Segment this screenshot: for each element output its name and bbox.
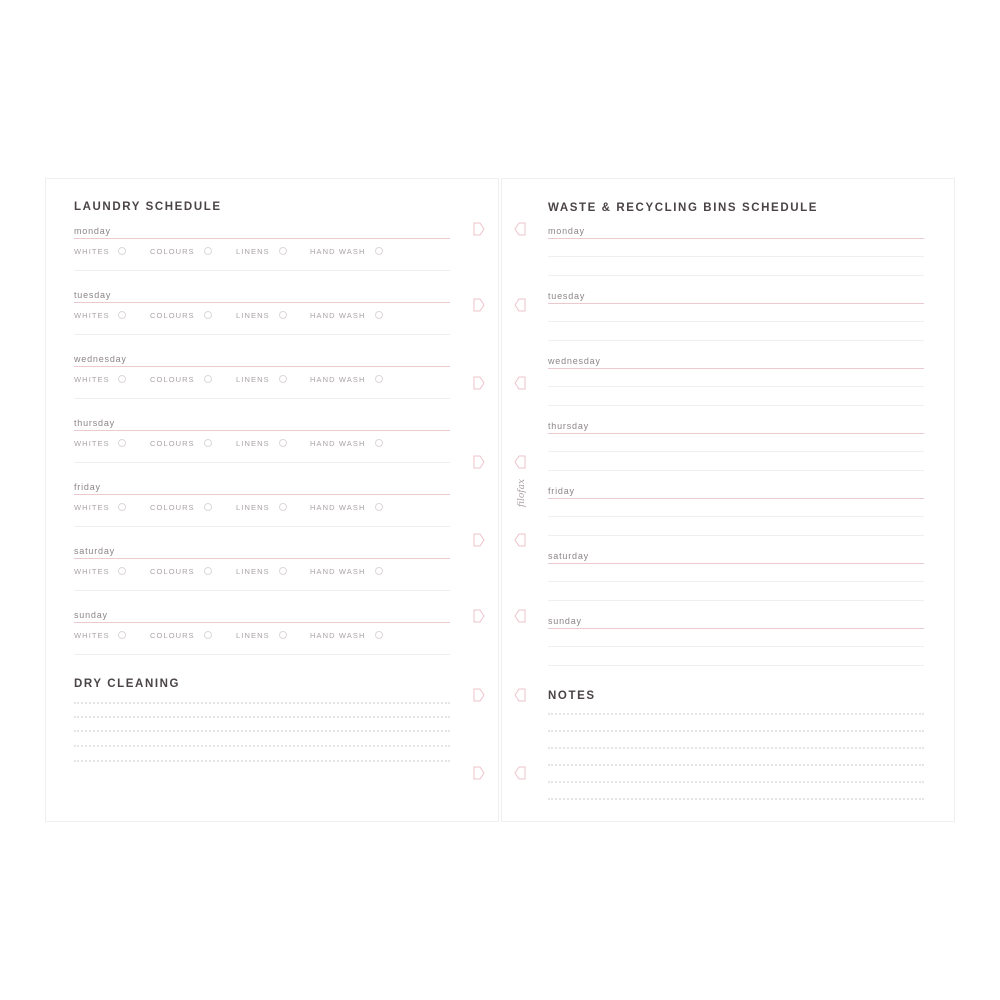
day-rule — [548, 238, 924, 239]
laundry-option-label: WHITES — [74, 631, 110, 640]
left-page — [45, 178, 499, 822]
dry-cleaning-dotted-line[interactable] — [74, 760, 450, 762]
laundry-option-checkbox[interactable] — [375, 503, 383, 511]
laundry-option-label: HAND WASH — [310, 375, 366, 384]
day-rule — [74, 622, 450, 623]
laundry-option-checkbox[interactable] — [279, 503, 287, 511]
bins-day-label: tuesday — [548, 291, 586, 301]
binder-ring-tab-icon — [514, 533, 526, 547]
day-rule — [74, 558, 450, 559]
laundry-day-label: saturday — [74, 546, 115, 556]
bins-day-label: thursday — [548, 421, 589, 431]
laundry-option-label: WHITES — [74, 439, 110, 448]
laundry-option-checkbox[interactable] — [375, 439, 383, 447]
laundry-option-checkbox[interactable] — [204, 631, 212, 639]
bins-day-label: saturday — [548, 551, 589, 561]
day-rule — [548, 498, 924, 499]
bins-schedule-title: WASTE & RECYCLING BINS SCHEDULE — [548, 202, 819, 214]
dry-cleaning-dotted-line[interactable] — [74, 745, 450, 747]
laundry-option-checkbox[interactable] — [375, 311, 383, 319]
day-rule — [74, 302, 450, 303]
notes-dotted-line[interactable] — [548, 730, 924, 732]
laundry-option-checkbox[interactable] — [118, 439, 126, 447]
bins-writing-line — [548, 646, 924, 647]
laundry-option-checkbox[interactable] — [118, 247, 126, 255]
bins-writing-line — [548, 321, 924, 322]
notes-dotted-line[interactable] — [548, 747, 924, 749]
notes-dotted-line[interactable] — [548, 713, 924, 715]
laundry-option-label: WHITES — [74, 247, 110, 256]
laundry-writing-line — [74, 526, 450, 527]
laundry-writing-line — [74, 398, 450, 399]
binder-ring-tab-icon — [514, 298, 526, 312]
laundry-writing-line — [74, 590, 450, 591]
bins-writing-line — [548, 470, 924, 471]
laundry-option-label: LINENS — [236, 311, 270, 320]
binder-ring-tab-icon — [514, 688, 526, 702]
laundry-option-label: LINENS — [236, 247, 270, 256]
binder-ring-tab-icon — [473, 376, 485, 390]
laundry-option-checkbox[interactable] — [204, 503, 212, 511]
bins-writing-line — [548, 665, 924, 666]
binder-ring-tab-icon — [473, 533, 485, 547]
laundry-option-label: LINENS — [236, 631, 270, 640]
bins-day-label: sunday — [548, 616, 582, 626]
laundry-option-checkbox[interactable] — [204, 311, 212, 319]
laundry-option-label: WHITES — [74, 503, 110, 512]
bins-writing-line — [548, 256, 924, 257]
laundry-option-checkbox[interactable] — [118, 503, 126, 511]
dry-cleaning-dotted-line[interactable] — [74, 702, 450, 704]
day-rule — [548, 368, 924, 369]
laundry-option-label: COLOURS — [150, 375, 195, 384]
day-rule — [548, 563, 924, 564]
binder-ring-tab-icon — [473, 298, 485, 312]
day-rule — [74, 494, 450, 495]
laundry-option-checkbox[interactable] — [118, 375, 126, 383]
bins-writing-line — [548, 340, 924, 341]
laundry-option-label: COLOURS — [150, 247, 195, 256]
laundry-option-label: LINENS — [236, 503, 270, 512]
dry-cleaning-title: DRY CLEANING — [74, 678, 181, 690]
laundry-day-label: friday — [74, 482, 101, 492]
laundry-option-label: WHITES — [74, 311, 110, 320]
laundry-option-checkbox[interactable] — [279, 631, 287, 639]
laundry-day-label: sunday — [74, 610, 108, 620]
day-rule — [548, 433, 924, 434]
notes-dotted-line[interactable] — [548, 781, 924, 783]
binder-ring-tab-icon — [514, 609, 526, 623]
laundry-day-label: wednesday — [74, 354, 127, 364]
laundry-option-label: WHITES — [74, 567, 110, 576]
binder-ring-tab-icon — [514, 222, 526, 236]
binder-ring-tab-icon — [473, 688, 485, 702]
binder-ring-tab-icon — [473, 609, 485, 623]
day-rule — [74, 366, 450, 367]
laundry-option-label: WHITES — [74, 375, 110, 384]
binder-ring-tab-icon — [514, 455, 526, 469]
binder-ring-tab-icon — [514, 766, 526, 780]
laundry-option-label: COLOURS — [150, 631, 195, 640]
laundry-option-label: LINENS — [236, 375, 270, 384]
laundry-option-label: HAND WASH — [310, 247, 366, 256]
laundry-option-checkbox[interactable] — [279, 375, 287, 383]
notes-title: NOTES — [548, 690, 596, 702]
laundry-option-checkbox[interactable] — [279, 567, 287, 575]
laundry-option-checkbox[interactable] — [279, 311, 287, 319]
laundry-writing-line — [74, 270, 450, 271]
bins-writing-line — [548, 600, 924, 601]
laundry-option-checkbox[interactable] — [375, 375, 383, 383]
binder-ring-tab-icon — [514, 376, 526, 390]
binder-ring-tab-icon — [473, 455, 485, 469]
day-rule — [74, 238, 450, 239]
laundry-option-checkbox[interactable] — [204, 375, 212, 383]
laundry-option-label: COLOURS — [150, 503, 195, 512]
laundry-option-label: COLOURS — [150, 439, 195, 448]
bins-writing-line — [548, 451, 924, 452]
binder-ring-tab-icon — [473, 766, 485, 780]
day-rule — [548, 303, 924, 304]
bins-writing-line — [548, 386, 924, 387]
laundry-day-label: thursday — [74, 418, 115, 428]
bins-day-label: monday — [548, 226, 585, 236]
laundry-schedule-title: LAUNDRY SCHEDULE — [74, 201, 222, 213]
laundry-writing-line — [74, 654, 450, 655]
laundry-option-label: LINENS — [236, 439, 270, 448]
bins-writing-line — [548, 516, 924, 517]
laundry-option-checkbox[interactable] — [279, 247, 287, 255]
laundry-option-checkbox[interactable] — [375, 567, 383, 575]
brand-logo: filofax — [517, 478, 528, 508]
laundry-option-checkbox[interactable] — [204, 567, 212, 575]
laundry-option-label: HAND WASH — [310, 567, 366, 576]
laundry-option-label: COLOURS — [150, 311, 195, 320]
laundry-option-label: HAND WASH — [310, 439, 366, 448]
laundry-option-checkbox[interactable] — [118, 631, 126, 639]
binder-ring-tab-icon — [473, 222, 485, 236]
laundry-day-label: monday — [74, 226, 111, 236]
bins-writing-line — [548, 405, 924, 406]
laundry-option-checkbox[interactable] — [118, 311, 126, 319]
laundry-option-label: HAND WASH — [310, 311, 366, 320]
laundry-writing-line — [74, 462, 450, 463]
laundry-option-label: HAND WASH — [310, 631, 366, 640]
dry-cleaning-dotted-line[interactable] — [74, 730, 450, 732]
dry-cleaning-dotted-line[interactable] — [74, 716, 450, 718]
bins-day-label: wednesday — [548, 356, 601, 366]
bins-writing-line — [548, 275, 924, 276]
laundry-option-checkbox[interactable] — [375, 247, 383, 255]
day-rule — [74, 430, 450, 431]
bins-day-label: friday — [548, 486, 575, 496]
bins-writing-line — [548, 535, 924, 536]
laundry-option-label: HAND WASH — [310, 503, 366, 512]
laundry-option-label: LINENS — [236, 567, 270, 576]
laundry-writing-line — [74, 334, 450, 335]
day-rule — [548, 628, 924, 629]
notes-dotted-line[interactable] — [548, 798, 924, 800]
laundry-option-checkbox[interactable] — [375, 631, 383, 639]
bins-writing-line — [548, 581, 924, 582]
laundry-option-checkbox[interactable] — [279, 439, 287, 447]
laundry-option-checkbox[interactable] — [204, 439, 212, 447]
laundry-day-label: tuesday — [74, 290, 112, 300]
laundry-option-label: COLOURS — [150, 567, 195, 576]
laundry-option-checkbox[interactable] — [204, 247, 212, 255]
laundry-option-checkbox[interactable] — [118, 567, 126, 575]
notes-dotted-line[interactable] — [548, 764, 924, 766]
